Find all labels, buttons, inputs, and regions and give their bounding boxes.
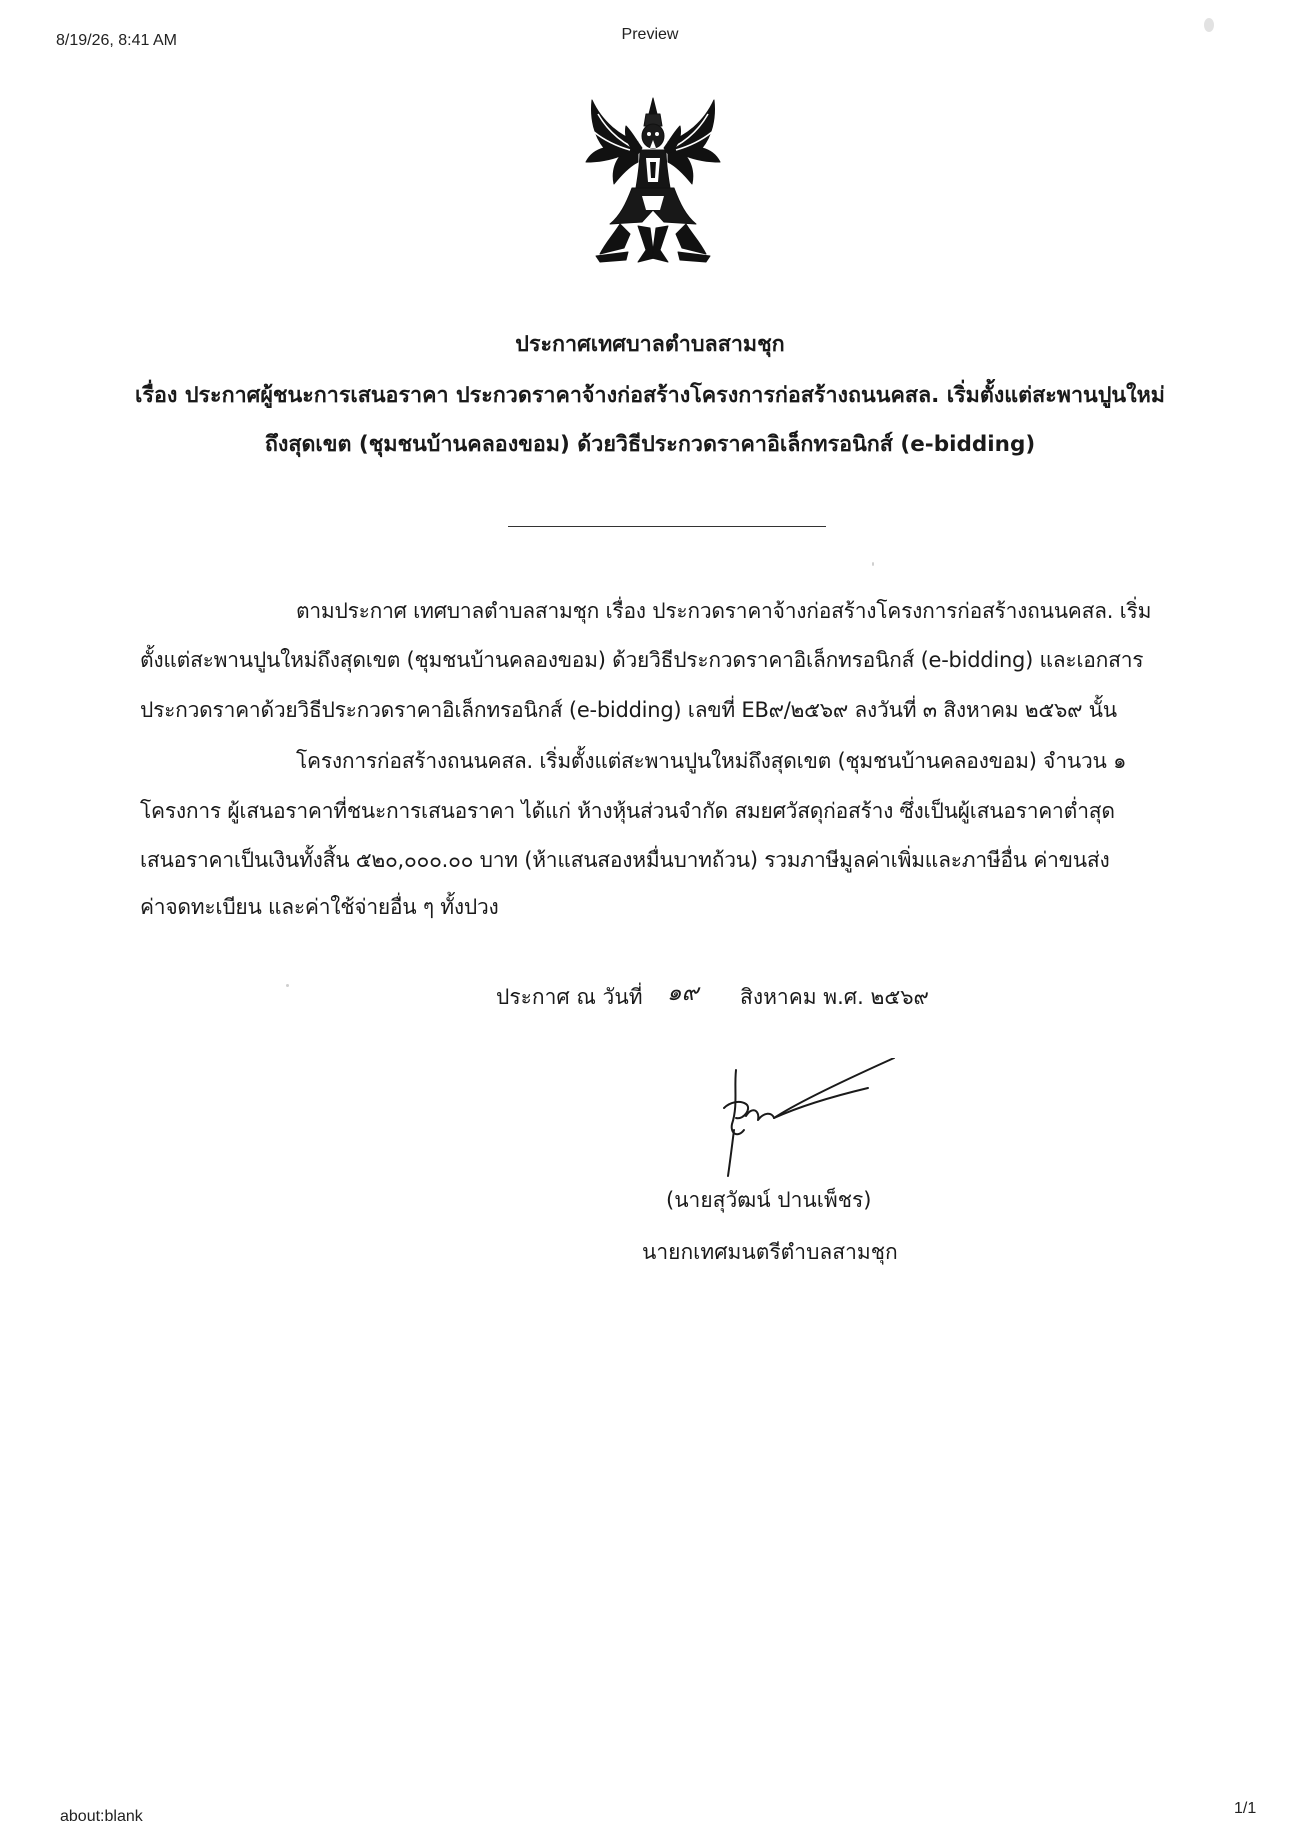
title-divider [508, 526, 826, 527]
announcement-day-handwritten: ๑๙ [667, 980, 699, 1006]
garuda-emblem-icon [580, 92, 726, 268]
scan-speck [286, 984, 289, 987]
body-paragraph-2-line-3: เสนอราคาเป็นเงินทั้งสิ้น ๕๒๐,๐๐๐.๐๐ บาท (ห้าแสนสองหมื่นบาทถ้วน) รวมภาษีมูลค่าเพิ่มและภาษีอื่น ค่าขนส่ง [140, 848, 1110, 872]
document-title: ประกาศเทศบาลตำบลสามชุก [515, 332, 785, 357]
announcement-date-prefix: ประกาศ ณ วันที่ [496, 985, 643, 1009]
print-title: Preview [621, 26, 679, 43]
signature-mark [716, 1058, 896, 1178]
body-paragraph-1-line-2: ตั้งแต่สะพานปูนใหม่ถึงสุดเขต (ชุมชนบ้านคลองขอม) ด้วยวิธีประกวดราคาอิเล็กทรอนิกส์ (e-bidding) และเอกสาร [140, 648, 1144, 672]
print-page-number: 1/1 [1234, 1800, 1257, 1817]
body-paragraph-2-line-1: โครงการก่อสร้างถนนคสล. เริ่มตั้งแต่สะพานปูนใหม่ถึงสุดเขต (ชุมชนบ้านคลองขอม) จำนวน ๑ [296, 749, 1127, 773]
scan-speck [872, 562, 874, 566]
body-paragraph-2-line-2: โครงการ ผู้เสนอราคาที่ชนะการเสนอราคา ได้แก่ ห้างหุ้นส่วนจำกัด สมยศวัสดุก่อสร้าง ซึ่งเป็นผู้เสนอราคาต่ำสุด [140, 799, 1115, 823]
document-subject-line-1: เรื่อง ประกาศผู้ชนะการเสนอราคา ประกวดราคาจ้างก่อสร้างโครงการก่อสร้างถนนคสล. เริ่มตั้งแต่สะพานปูนใหม่ [135, 383, 1165, 408]
announcement-date-suffix: สิงหาคม พ.ศ. ๒๕๖๙ [740, 985, 929, 1009]
body-paragraph-1-line-3: ประกวดราคาด้วยวิธีประกวดราคาอิเล็กทรอนิกส์ (e-bidding) เลขที่ EB๙/๒๕๖๙ ลงวันที่ ๓ สิงหาคม ๒๕๖๙ นั้น [140, 698, 1117, 722]
body-paragraph-2-line-4: ค่าจดทะเบียน และค่าใช้จ่ายอื่น ๆ ทั้งปวง [140, 895, 499, 919]
body-paragraph-1-line-1: ตามประกาศ เทศบาลตำบลสามชุก เรื่อง ประกวดราคาจ้างก่อสร้างโครงการก่อสร้างถนนคสล. เริ่ม [296, 599, 1152, 623]
signatory-position: นายกเทศมนตรีตำบลสามชุก [642, 1240, 898, 1264]
signatory-name: (นายสุวัฒน์ ปานเพ็ชร) [666, 1188, 872, 1212]
print-datetime: 8/19/26, 8:41 AM [56, 32, 177, 49]
print-url: about:blank [60, 1808, 143, 1825]
document-subject-line-2: ถึงสุดเขต (ชุมชนบ้านคลองขอม) ด้วยวิธีประกวดราคาอิเล็กทรอนิกส์ (e-bidding) [264, 432, 1036, 457]
scan-speck [1204, 18, 1214, 32]
